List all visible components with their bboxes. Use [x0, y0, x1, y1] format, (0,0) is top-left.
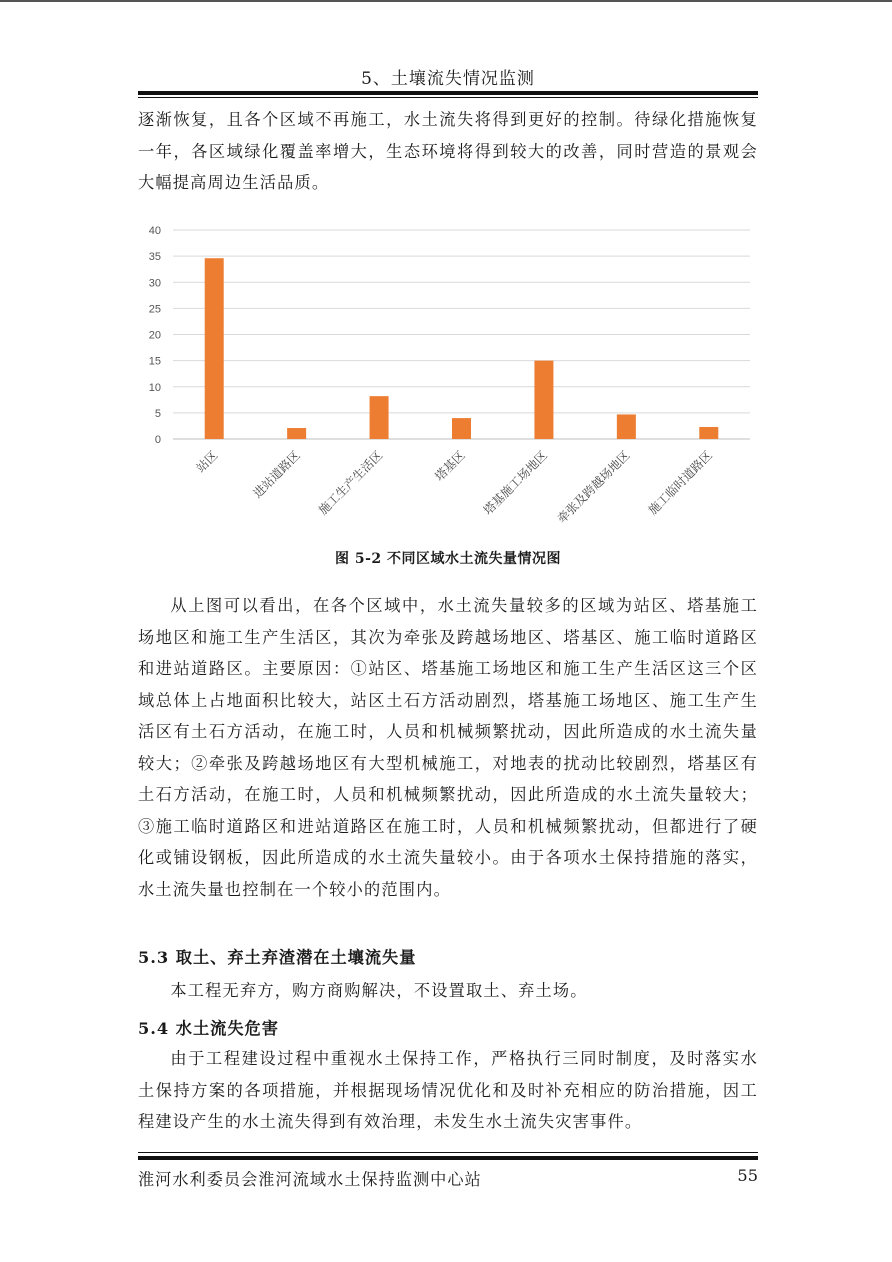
y-tick-label: 0 — [154, 434, 161, 446]
footer-rule-thick — [138, 1156, 758, 1160]
section-5-3-paragraph: 本工程无弃方，购方商购解决，不设置取土、弃土场。 — [170, 981, 588, 1000]
x-category-label: 施工生产生活区 — [315, 448, 386, 518]
x-category-label: 牵张及跨越场地区 — [554, 448, 633, 527]
bar-chart — [138, 210, 758, 540]
chart-grid — [173, 230, 750, 439]
header-rule-thin — [138, 97, 758, 98]
bar-1 — [205, 258, 224, 439]
page-header-title: 5、土壤流失情况监测 — [361, 69, 535, 89]
section-5-3-heading: 5.3 取土、弃土弃渣潜在土壤流失量 — [138, 948, 417, 967]
y-tick-label: 10 — [148, 381, 161, 394]
x-category-label: 站区 — [193, 448, 221, 476]
bar-7 — [699, 427, 718, 439]
header-rule-thick — [138, 91, 758, 95]
chart-x-axis — [193, 448, 715, 526]
x-category-label: 施工临时道路区 — [645, 448, 715, 518]
y-tick-label: 20 — [148, 329, 161, 342]
y-tick-label: 30 — [148, 277, 161, 290]
intro-paragraph: 逐渐恢复，且各个区域不再施工，水土流失将得到更好的控制。待绿化措施恢复一年，各区域绿化覆盖率增大，生态环境将得到较大的改善，同时营造的景观会大幅提高周边生活品质。 — [138, 110, 758, 192]
x-category-label: 塔基区 — [432, 448, 468, 484]
x-category-label: 塔基施工场地区 — [480, 448, 551, 518]
chart-bars — [205, 258, 719, 439]
bar-6 — [617, 414, 636, 439]
figure-caption: 图 5-2 不同区域水土流失量情况图 — [334, 551, 562, 567]
chart-y-axis — [149, 225, 161, 446]
y-tick-label: 40 — [148, 225, 161, 237]
bar-3 — [370, 396, 389, 439]
bar-5 — [534, 361, 553, 439]
footer-page-number: 55 — [737, 1166, 758, 1185]
y-tick-label: 35 — [148, 251, 161, 264]
y-tick-label: 15 — [148, 355, 161, 368]
section-5-4-paragraph: 由于工程建设过程中重视水土保持工作，严格执行三同时制度，及时落实水土保持方案的各项措施，并根据现场情况优化和及时补充相应的防治措施，因工程建设产生的水土流失得到有效治理，未发生水土流失灾害事件。 — [138, 1049, 758, 1131]
page-top-border — [0, 0, 892, 2]
analysis-paragraph: 从上图可以看出，在各个区域中，水土流失量较多的区域为站区、塔基施工场地区和施工生产生活区，其次为牵张及跨越场地区、塔基区、施工临时道路区和进站道路区。主要原因：①站区、塔基施工场地区和施工生产生活区这三个区域总体上占地面积比较大，站区土石方活动剧烈，塔基施工场地区、施工生产生活区有土石方活动，在施工时，人员和机械频繁扰动，因此所造成的水土流失量较大；②牵张及跨越场地区有大型机械施工，对地表的扰动比较剧烈，塔基区有土石方活动，在施工时，人员和机械频繁扰动，因此所造成的水土流失量较大；③施工临时道路区和进站道路区在施工时，人员和机械频繁扰动，但都进行了硬化或铺设钢板，因此所造成的水土流失量较小。由于各项水土保持措施的落实，水土流失量也控制在一个较小的范围内。 — [138, 596, 758, 899]
y-tick-label: 5 — [154, 407, 161, 420]
section-5-4-heading: 5.4 水土流失危害 — [138, 1019, 279, 1038]
bar-4 — [452, 418, 471, 439]
footer-rule-thin — [138, 1152, 758, 1153]
bar-2 — [287, 428, 306, 439]
footer-organization: 淮河水利委员会淮河流域水土保持监测中心站 — [138, 1170, 482, 1189]
x-category-label: 进站道路区 — [250, 448, 303, 501]
y-tick-label: 25 — [148, 303, 161, 316]
